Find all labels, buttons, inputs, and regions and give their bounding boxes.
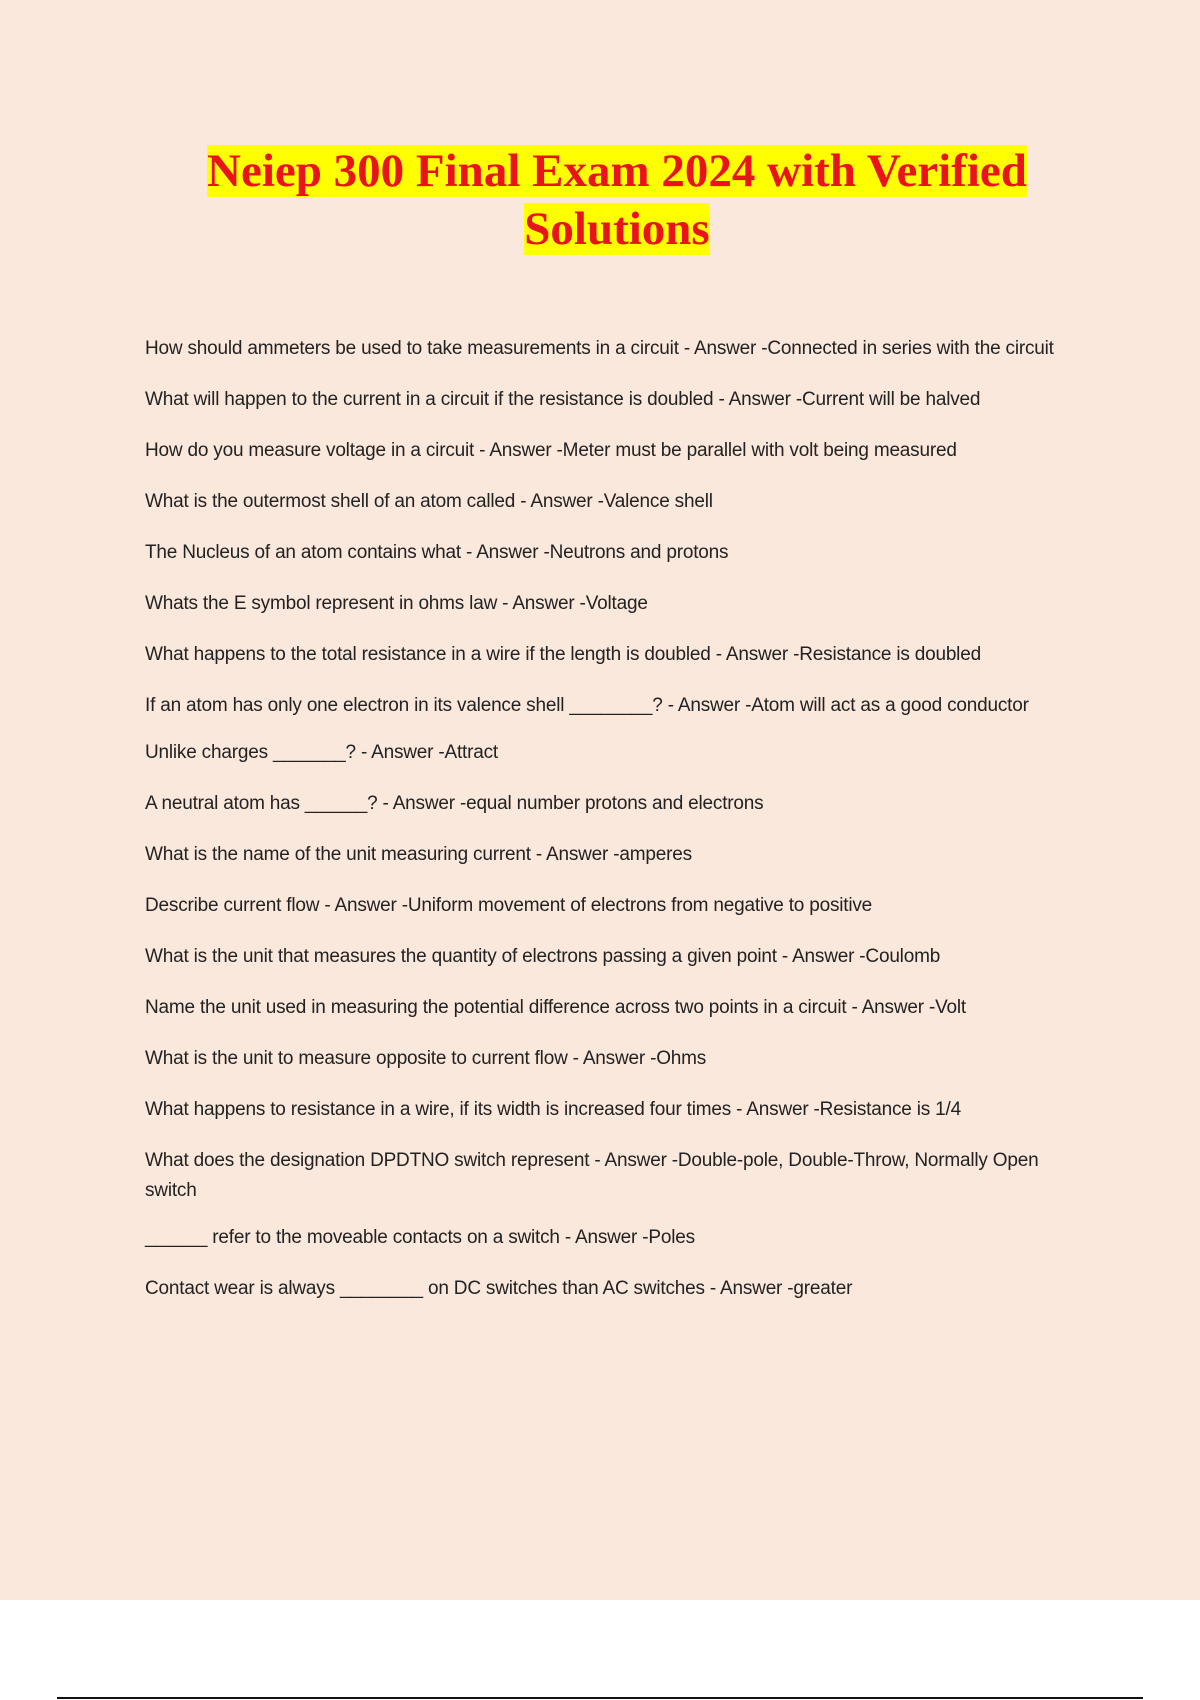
footer-divider	[57, 1697, 1143, 1699]
question-answer-list	[145, 334, 1090, 1325]
qa-item: The Nucleus of an atom contains what - Answer -Neutrons and protons	[145, 542, 729, 563]
qa-item: ______ refer to the moveable contacts on a switch - Answer -Poles	[145, 1227, 695, 1248]
qa-item: A neutral atom has ______? - Answer -equal number protons and electrons	[145, 793, 764, 814]
qa-item: How do you measure voltage in a circuit - Answer -Meter must be parallel with volt being measured	[145, 440, 957, 461]
qa-item: Describe current flow - Answer -Uniform movement of electrons from negative to positive	[145, 895, 873, 916]
qa-item: Unlike charges _______? - Answer -Attract	[145, 742, 498, 763]
qa-item: Contact wear is always ________ on DC switches than AC switches - Answer -greater	[145, 1278, 853, 1299]
qa-item: If an atom has only one electron in its valence shell ________? - Answer -Atom will act as a good conductor	[145, 695, 1029, 716]
qa-item: Name the unit used in measuring the potential difference across two points in a circuit - Answer -Volt	[145, 997, 966, 1018]
qa-item: What will happen to the current in a circuit if the resistance is doubled - Answer -Current will be halved	[145, 389, 981, 410]
qa-item: What happens to the total resistance in a wire if the length is doubled - Answer -Resistance is doubled	[145, 644, 981, 665]
qa-item: What is the unit that measures the quantity of electrons passing a given point - Answer -Coulomb	[145, 946, 941, 967]
qa-item: What is the outermost shell of an atom called - Answer -Valence shell	[145, 491, 713, 512]
page-title: Neiep 300 Final Exam 2024 with Verified Solutions	[207, 145, 1027, 255]
qa-item: What happens to resistance in a wire, if its width is increased four times - Answer -Resistance is 1/4	[145, 1099, 961, 1120]
qa-item: What is the unit to measure opposite to current flow - Answer -Ohms	[145, 1048, 707, 1069]
title-block	[150, 142, 1084, 258]
qa-item: How should ammeters be used to take measurements in a circuit - Answer -Connected in series with the circuit	[145, 338, 1054, 359]
qa-item: What does the designation DPDTNO switch represent - Answer -Double-pole, Double-Throw, Normally Open switch	[145, 1150, 1039, 1201]
qa-item: What is the name of the unit measuring current - Answer -amperes	[145, 844, 692, 865]
qa-item: Whats the E symbol represent in ohms law - Answer -Voltage	[145, 593, 648, 614]
